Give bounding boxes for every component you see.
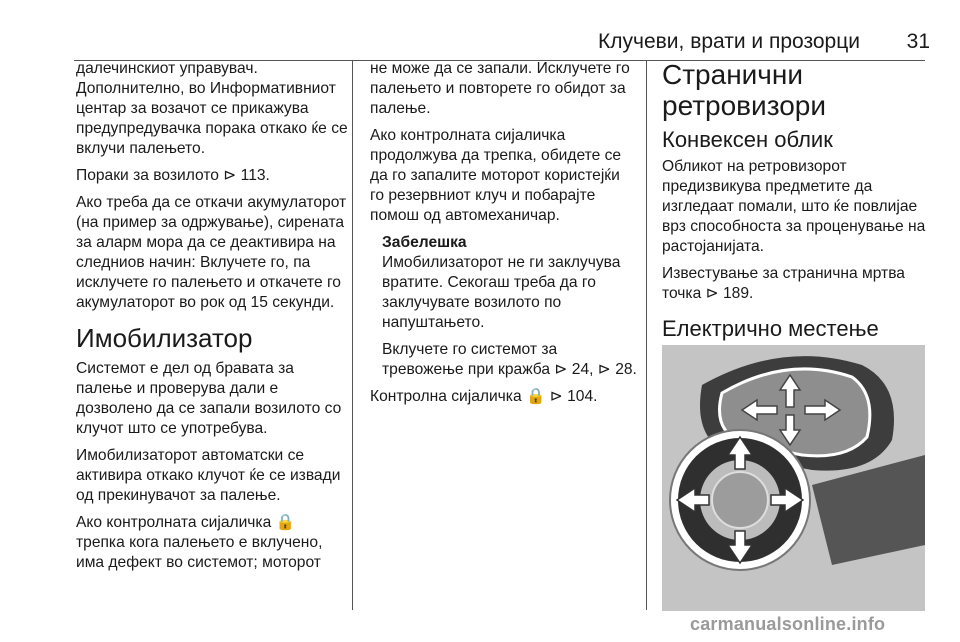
watermark: carmanualsonline.info xyxy=(690,614,886,634)
page-header-title: Клучеви, врати и прозорци xyxy=(598,30,860,53)
column-divider-2 xyxy=(646,60,647,610)
section-heading-immobilizer: Имобилизатор xyxy=(76,323,253,353)
paragraph: Ако контролната сијаличка 🔒 трепка кога палењето е вклучено, има дефект во системот; моторот xyxy=(76,514,323,571)
note-title: Забелешка xyxy=(382,234,467,251)
column-3 xyxy=(662,59,930,346)
paragraph: Ако треба да се откачи акумулаторот (на пример за одржување), сирената за аларм мора да се деактивира на следниов начин: Вклучете го, па исклучете го палењето и откачете го акумулаторот во рок од 15 секунди. xyxy=(76,194,347,311)
column-2 xyxy=(370,59,638,414)
subheading-convex: Конвексен облик xyxy=(662,127,833,152)
paragraph: Системот е дел од бравата за палење и проверува дали е дозволено да се запали возилото со клучот што се употребува. xyxy=(76,360,342,437)
subheading-electric: Електрично местење xyxy=(662,316,879,341)
paragraph: Имобилизаторот автоматски се активира откако клучот ќе се извади од прекинувачот за палење. xyxy=(76,447,341,504)
paragraph: не може да се запали. Исклучете го палењето и повторете го обидот за палење. xyxy=(370,60,630,117)
column-divider-1 xyxy=(352,60,353,610)
paragraph: Известување за странична мртва точка ⊳ 189. xyxy=(662,265,905,302)
note-text: Имобилизаторот не ги заклучува вратите. Секогаш треба да го заклучувате возилото по напуштањето. xyxy=(382,254,621,331)
note-box xyxy=(370,233,638,380)
paragraph: Пораки за возилото ⊳ 113. xyxy=(76,167,270,184)
note-text: Вклучете го системот за тревожење при кражба ⊳ 24, ⊳ 28. xyxy=(382,341,637,378)
mirror-adjust-illustration xyxy=(662,345,925,611)
column-1 xyxy=(76,59,348,580)
page-number: 31 xyxy=(906,30,930,53)
paragraph: Обликот на ретровизорот предизвикува предметите да изгледаат помали, што ќе повлијае врз способноста за проценување на растојанијата. xyxy=(662,158,926,255)
paragraph: Контролна сијаличка 🔒 ⊳ 104. xyxy=(370,388,598,405)
paragraph: Ако контролната сијаличка продолжува да трепка, обидете се да го запалите моторот користејќи го резервниот клуч и побарајте помош од автомеханичар. xyxy=(370,127,622,224)
paragraph: далечинскиот управувач. Дополнително, во Информативниот центар за возачот се прикажува предупредувачка порака откако ќе се вклучи палењето. xyxy=(76,60,348,157)
section-heading-mirrors: Странични ретровизори xyxy=(662,59,827,121)
